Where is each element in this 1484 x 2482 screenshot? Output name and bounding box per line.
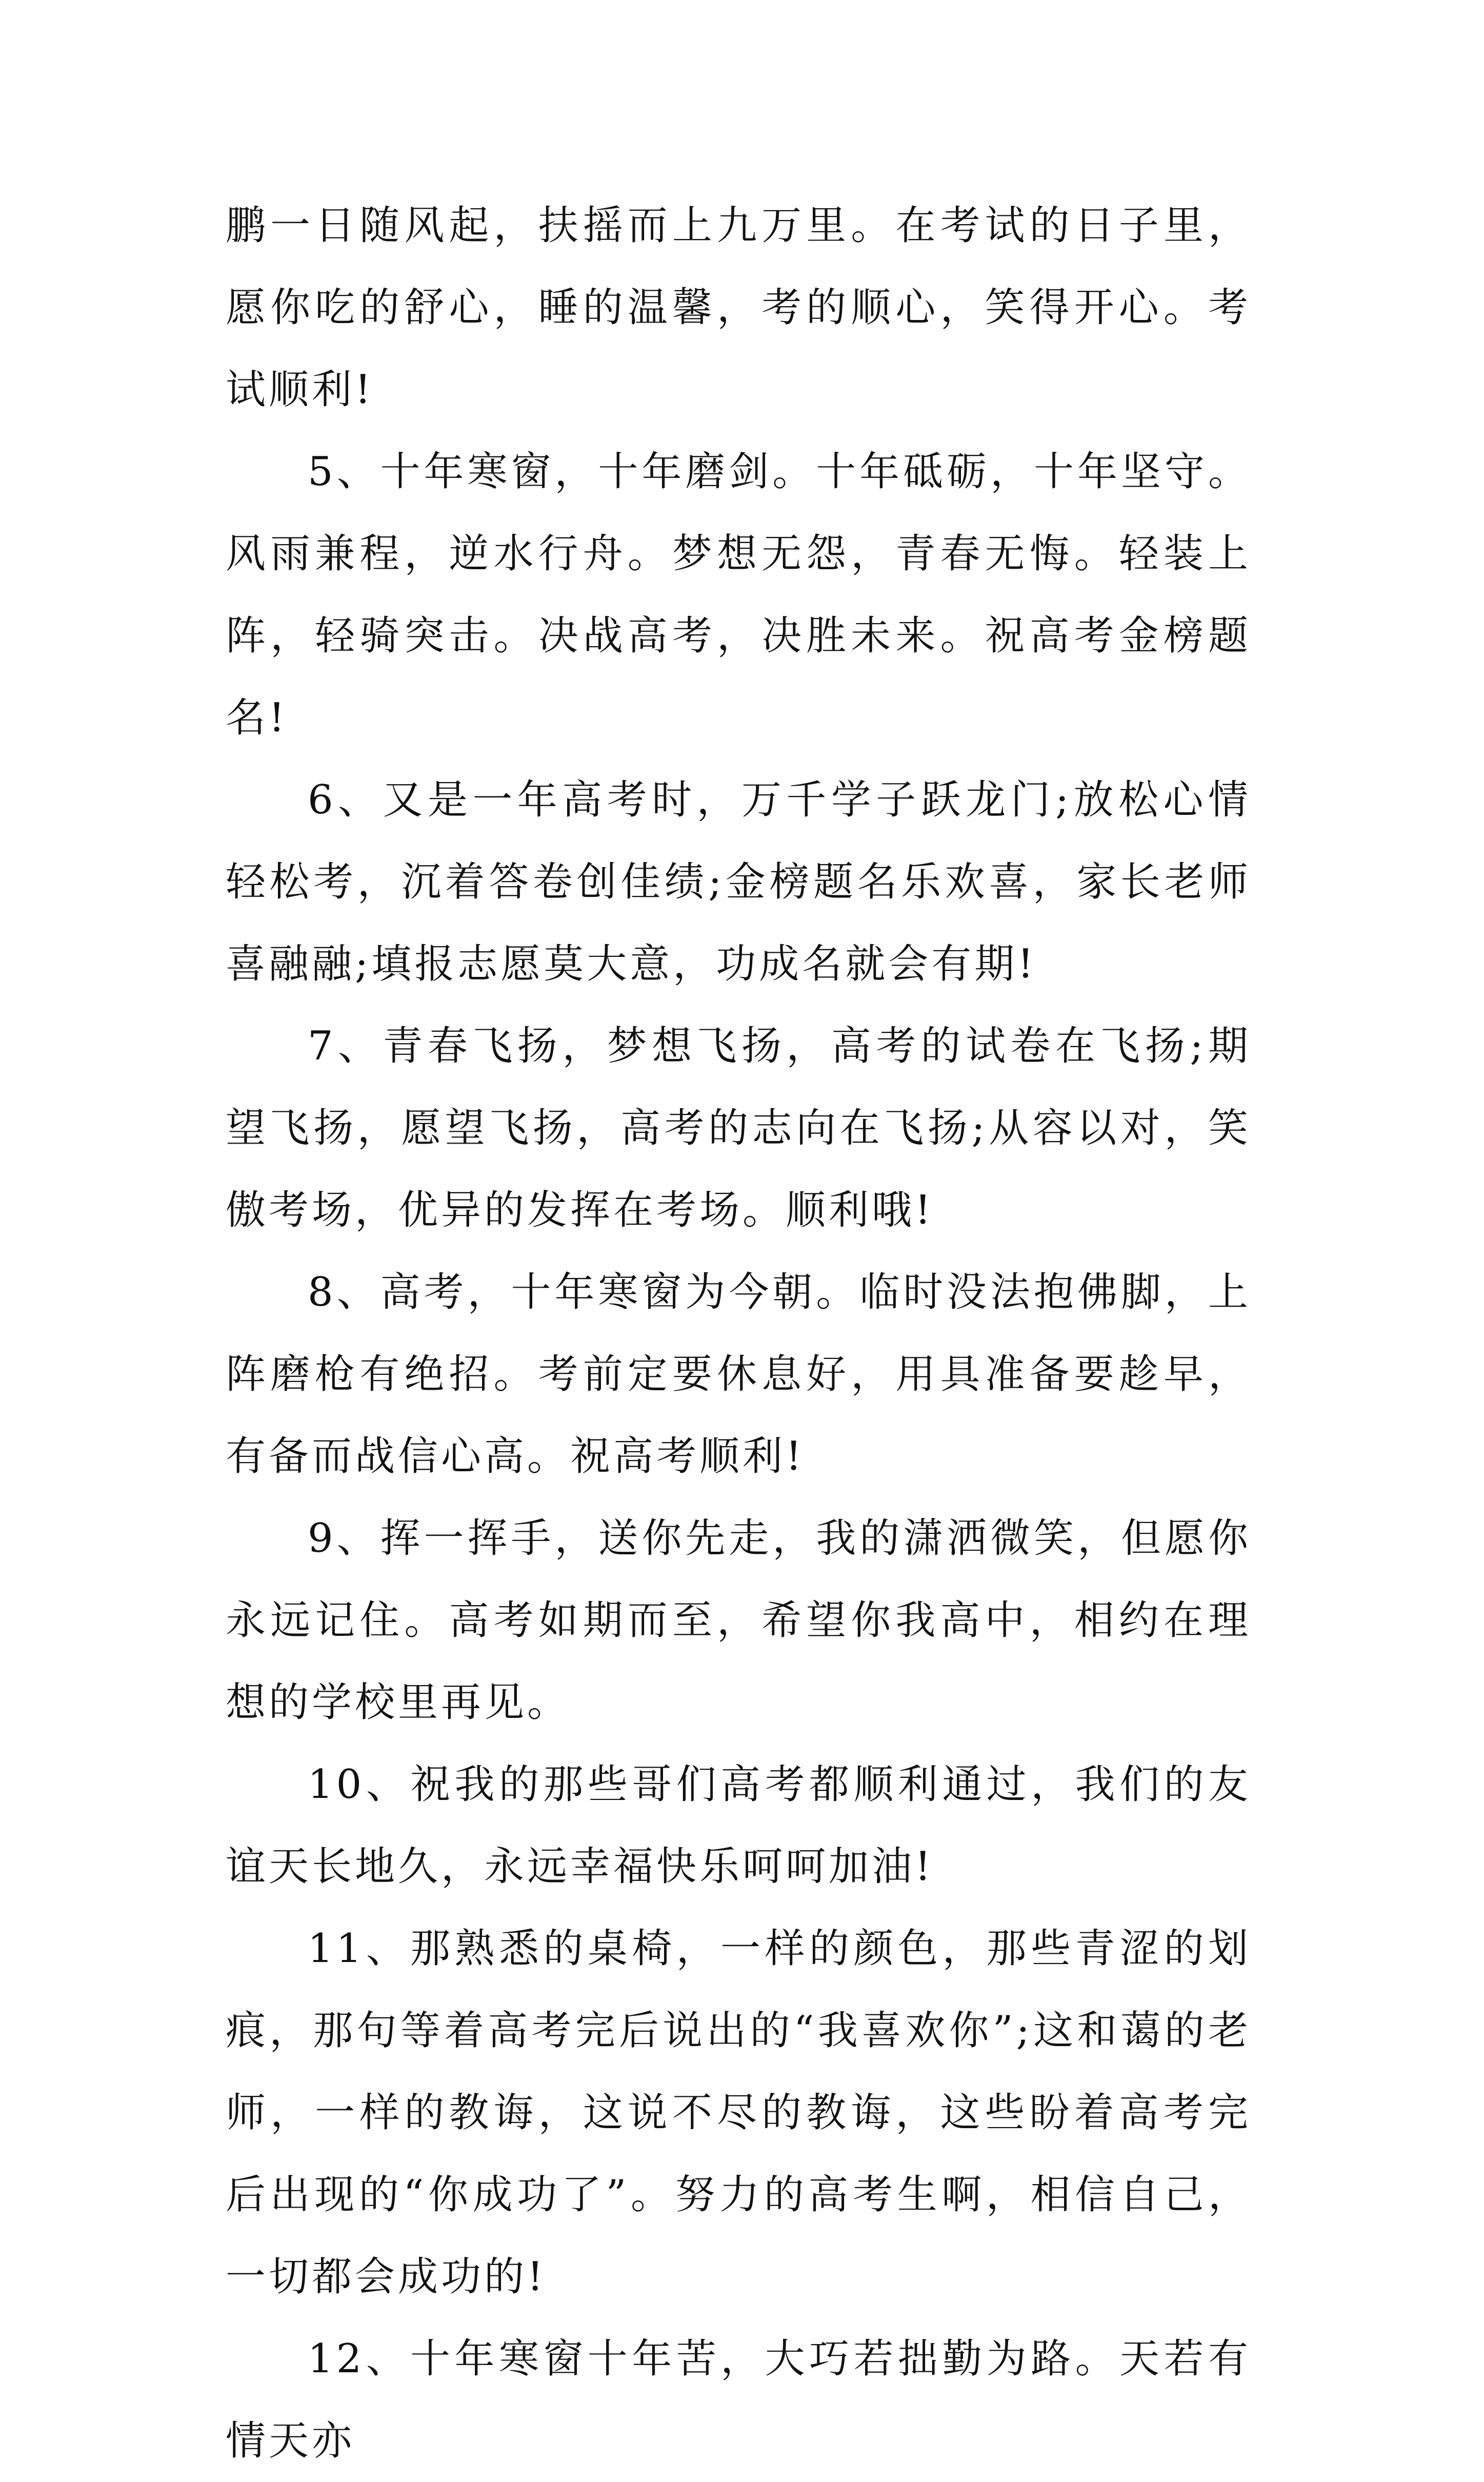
paragraph-item-10: 10、祝我的那些哥们高考都顺利通过，我们的友谊天长地久，永远幸福快乐呵呵加油! — [226, 1762, 1251, 1890]
paragraph-item-12: 12、十年寒窗十年苦，大巧若拙勤为路。天若有情天亦 — [226, 2336, 1251, 2464]
paragraph-item-11: 11、那熟悉的桌椅，一样的颜色，那些青涩的划痕，那句等着高考完后说出的“我喜欢你”;这和蔼的老师，一样的教诲，这说不尽的教诲，这些盼着高考完后出现的“你成功了”。努力的高考生啊，相信自己，一切都会成功的! — [226, 1926, 1251, 2300]
paragraph-item-7: 7、青春飞扬，梦想飞扬，高考的试卷在飞扬;期望飞扬，愿望飞扬，高考的志向在飞扬;从容以对，笑傲考场，优异的发挥在考场。顺利哦! — [226, 1023, 1251, 1233]
paragraph-item-6: 6、又是一年高考时，万千学子跃龙门;放松心情轻松考，沉着答卷创佳绩;金榜题名乐欢喜，家长老师喜融融;填报志愿莫大意，功成名就会有期! — [226, 777, 1251, 987]
paragraph-continuation: 鹏一日随风起，扶摇而上九万里。在考试的日子里，愿你吃的舒心，睡的温馨，考的顺心，笑得开心。考试顺利! — [226, 203, 1251, 413]
document-body — [226, 185, 1251, 2482]
paragraph-item-9: 9、挥一挥手，送你先走，我的潇洒微笑，但愿你永远记住。高考如期而至，希望你我高中，相约在理想的学校里再见。 — [226, 1515, 1251, 1726]
paragraph-item-8: 8、高考，十年寒窗为今朝。临时没法抱佛脚，上阵磨枪有绝招。考前定要休息好，用具准备要趁早，有备而战信心高。祝高考顺利! — [226, 1269, 1251, 1479]
paragraph-item-5: 5、十年寒窗，十年磨剑。十年砥砺，十年坚守。风雨兼程，逆水行舟。梦想无怨，青春无悔。轻装上阵，轻骑突击。决战高考，决胜未来。祝高考金榜题名! — [226, 449, 1251, 741]
